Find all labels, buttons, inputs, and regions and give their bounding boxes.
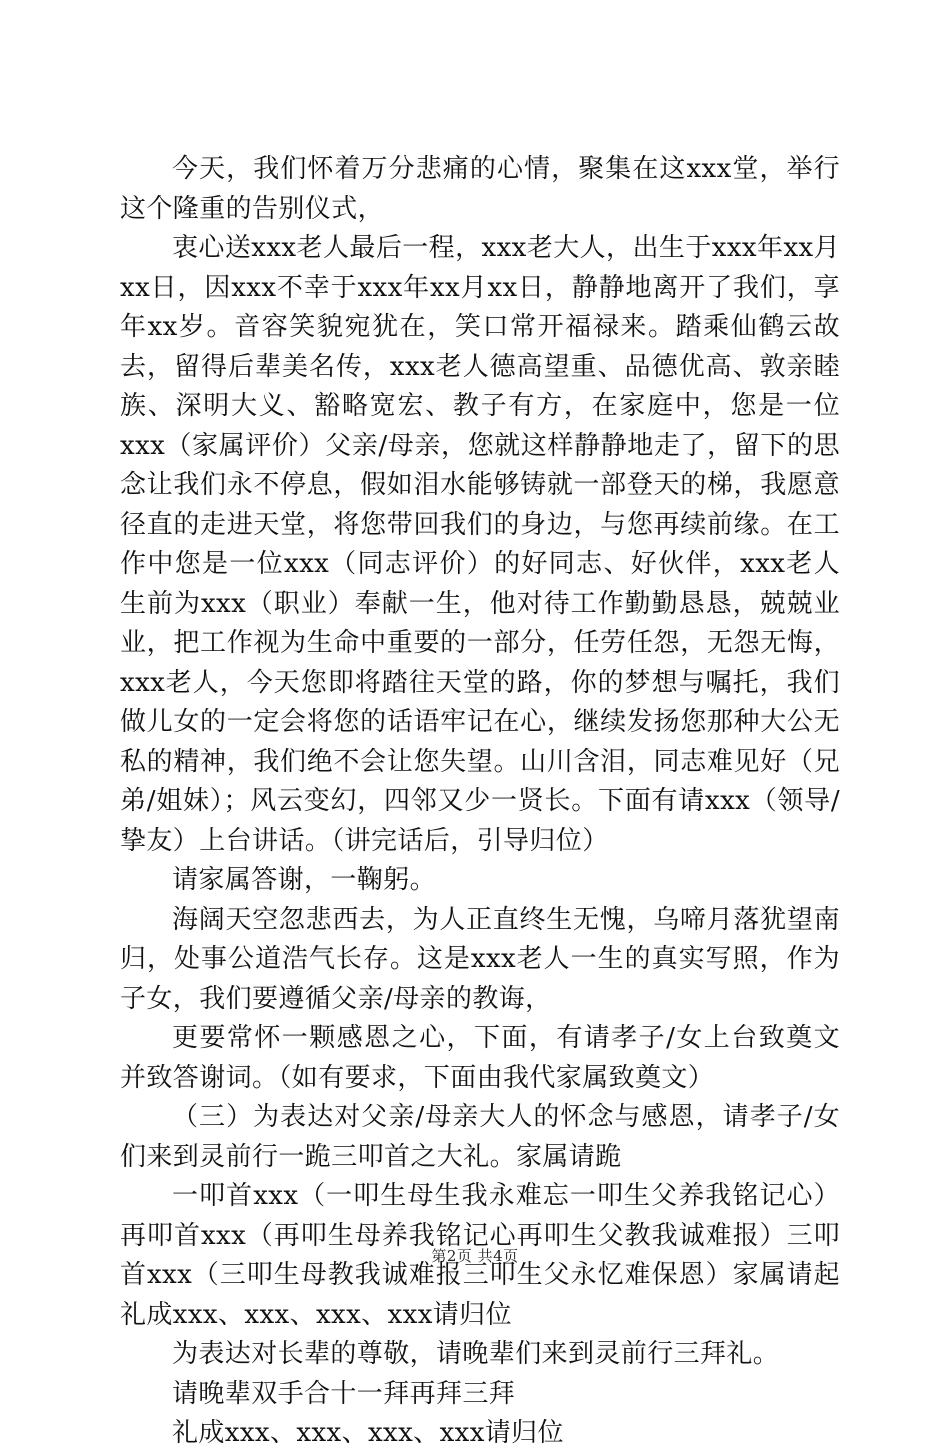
paragraph-1: 今天，我们怀着万分悲痛的心情，聚集在这xxx堂，举行这个隆重的告别仪式， bbox=[120, 154, 840, 224]
paragraph-6: （三）为表达对父亲/母亲大人的怀念与感恩，请孝子/女们来到灵前行一跪三叩首之大礼。家属请跪 bbox=[120, 1102, 840, 1172]
paragraph-5: 更要常怀一颗感恩之心，下面，有请孝子/女上台致奠文并致答谢词。（如有要求，下面由我代家属致奠文） bbox=[120, 1023, 840, 1093]
page-number-footer: 第2页 共4页 bbox=[431, 1247, 519, 1265]
paragraph-8: 为表达对长辈的尊敬，请晚辈们来到灵前行三拜礼。 bbox=[172, 1339, 780, 1369]
paragraph-2: 衷心送xxx老人最后一程，xxx老大人，出生于xxx年xx月xx日，因xxx不幸于xxx年xx月xx日，静静地离开了我们，享年xx岁。音容笑貌宛犹在，笑口常开福禄来。踏乘仙鹤云故去，留得后辈美名传，xxx老人德高望重、品德优高、敦亲睦族、深明大义、豁略宽宏、教子有方，在家庭中，您是一位xxx（家属评价）父亲/母亲，您就这样静静地走了，留下的思念让我们永不停息，假如泪水能够铸就一部登天的梯，我愿意径直的走进天堂，将您带回我们的身边，与您再续前缘。在工作中您是一位xxx（同志评价）的好同志、好伙伴，xxx老人生前为xxx（职业）奉献一生，他对待工作勤勤恳恳，兢兢业业，把工作视为生命中重要的一部分，任劳任怨，无怨无悔，xxx老人，今天您即将踏往天堂的路，你的梦想与嘱托，我们做儿女的一定会将您的话语牢记在心，继续发扬您那种大公无私的精神，我们绝不会让您失望。山川含泪，同志难见好（兄弟/姐妹）；风云变幻，四邻又少一贤长。下面有请xxx（领导/挚友）上台讲话。（讲完话后，引导归位） bbox=[120, 233, 840, 856]
paragraph-10: 礼成xxx、xxx、xxx、xxx请归位 bbox=[172, 1418, 564, 1448]
paragraph-3: 请家属答谢，一鞠躬。 bbox=[172, 865, 437, 895]
paragraph-9: 请晚辈双手合十一拜再拜三拜 bbox=[172, 1378, 516, 1409]
paragraph-7: 一叩首xxx（一叩生母生我永难忘一叩生父养我铭记心）再叩首xxx（再叩生母养我铭记心再叩生父教我诚难报）三叩首xxx（三叩生母教我诚难报三叩生父永忆难保恩）家属请起礼成xxx、xxx、xxx、xxx请归位 bbox=[120, 1181, 840, 1330]
paragraph-4: 海阔天空忽悲西去，为人正直终生无愧，乌啼月落犹望南归，处事公道浩气长存。这是xxx老人一生的真实写照，作为子女，我们要遵循父亲/母亲的教诲， bbox=[120, 904, 840, 1014]
